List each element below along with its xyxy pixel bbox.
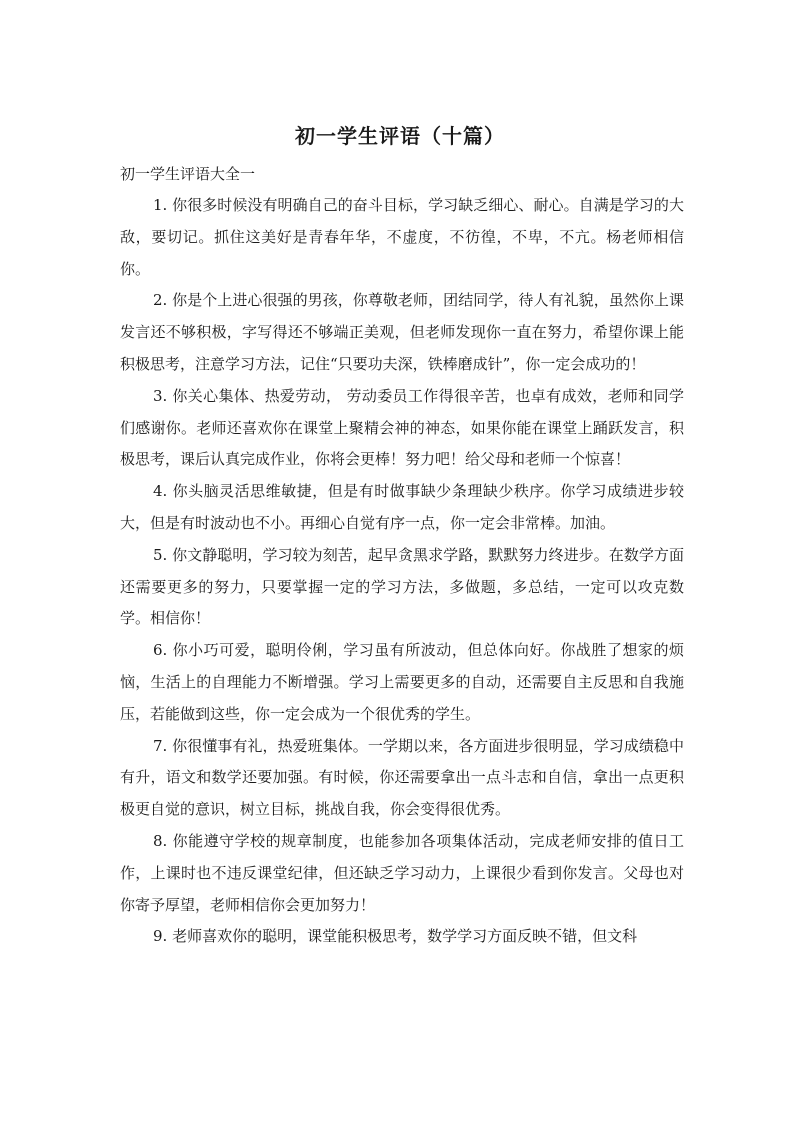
comment-paragraph-9: 9. 老师喜欢你的聪明，课堂能积极思考，数学学习方面反映不错，但文科 bbox=[153, 927, 638, 946]
comment-paragraph-3: 3. 你关心集体、热爱劳动， 劳动委员工作得很辛苦，也卓有成效，老师和同学们感谢你。老师还喜欢你在课堂上聚精会神的神态，如果你能在课堂上踊跃发言，积极思考，课后认真完成作业，你将会更棒！努力吧！给父母和老师一个惊喜！ bbox=[120, 386, 684, 469]
comment-paragraph-2: 2. 你是个上进心很强的男孩，你尊敬老师，团结同学，待人有礼貌，虽然你上课发言还不够积极，字写得还不够端正美观，但老师发现你一直在努力，希望你课上能积极思考，注意学习方法，记住“只要功夫深，铁棒磨成针”，你一定会成功的！ bbox=[120, 291, 684, 373]
document-body bbox=[120, 190, 684, 953]
comment-paragraph-6: 6. 你小巧可爱，聪明伶俐，学习虽有所波动，但总体向好。你战胜了想家的烦恼，生活上的自理能力不断增强。学习上需要更多的自动，还需要自主反思和自我施压，若能做到这些，你一定会成为一个很优秀的学生。 bbox=[120, 641, 684, 723]
document-subtitle: 初一学生评语大全一 bbox=[120, 165, 256, 183]
comment-paragraph-8: 8. 你能遵守学校的规章制度，也能参加各项集体活动，完成老师安排的值日工作，上课时也不违反课堂纪律，但还缺乏学习动力，上课很少看到你发言。父母也对你寄予厚望，老师相信你会更加努力！ bbox=[120, 831, 684, 914]
comment-paragraph-4: 4. 你头脑灵活思维敏捷，但是有时做事缺少条理缺少秩序。你学习成绩进步较大，但是有时波动也不小。再细心自觉有序一点，你一定会非常棒。加油。 bbox=[120, 482, 684, 532]
comment-paragraph-1: 1. 你很多时候没有明确自己的奋斗目标，学习缺乏细心、耐心。自满是学习的大敌，要切记。抓住这美好是青春年华，不虚度，不彷徨，不卑，不亢。杨老师相信你。 bbox=[120, 196, 684, 278]
comment-paragraph-7: 7. 你很懂事有礼，热爱班集体。一学期以来，各方面进步很明显，学习成绩稳中有升，语文和数学还要加强。有时候，你还需要拿出一点斗志和自信，拿出一点更积极更自觉的意识，树立目标，挑战自我，你会变得很优秀。 bbox=[120, 736, 684, 819]
comment-paragraph-5: 5. 你文静聪明，学习较为刻苦，起早贪黑求学路，默默努力终进步。在数学方面还需要更多的努力，只要掌握一定的学习方法，多做题，多总结，一定可以攻克数学。相信你！ bbox=[120, 545, 684, 628]
document-title: 初一学生评语（十篇） bbox=[295, 124, 505, 148]
